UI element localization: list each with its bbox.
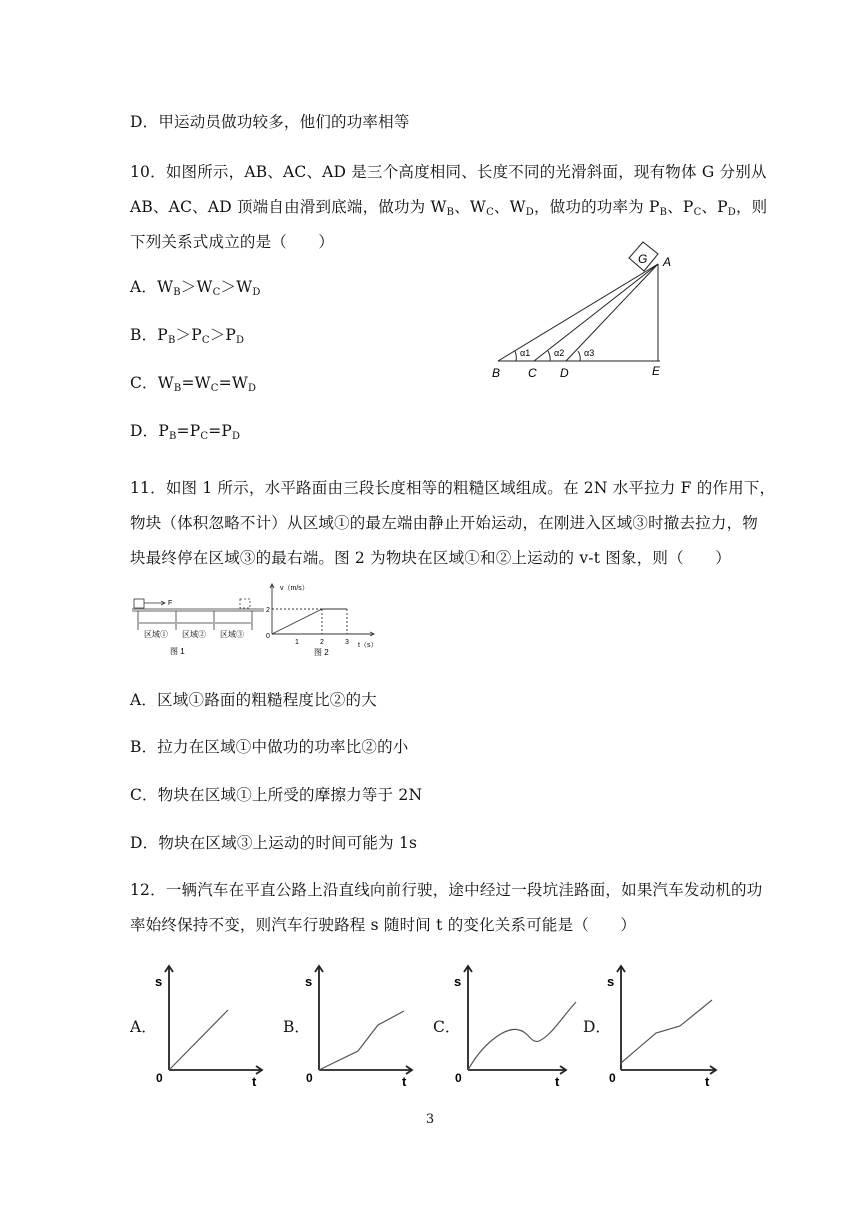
- label-force-f: F: [168, 600, 173, 607]
- q11-figure2-vt-graph: [262, 578, 382, 658]
- q12-graph-b-curve: [319, 1011, 404, 1070]
- label-alpha3: α3: [584, 348, 595, 358]
- fig2-tick-x1: 1: [295, 639, 299, 646]
- q9-option-d: D．甲运动员做功较多，他们的功率相等: [130, 113, 410, 131]
- q12-graph-b-label: B．: [283, 1018, 310, 1036]
- q12-graph-b-origin: 0: [306, 1071, 313, 1085]
- q12-graph-d-curve: [621, 1000, 712, 1063]
- label-region2: 区域②: [182, 630, 206, 639]
- fig1-caption: 图 1: [170, 647, 185, 656]
- q12-graph-c-curve: [468, 1002, 576, 1070]
- q12-graph-b-t: t: [402, 1074, 407, 1088]
- label-region3: 区域③: [220, 630, 244, 639]
- q10-stem-line2: AB、AC、AD 顶端自由滑到底端，做功为 WB、WC、WD，做功的功率为 PB、PC、PD，则: [130, 198, 768, 218]
- q12-stem-line2: 率始终保持不变，则汽车行驶路程 s 随时间 t 的变化关系可能是（ ）: [130, 916, 637, 934]
- q11-stem-line1: 11．如图 1 所示，水平路面由三段长度相等的粗糙区域组成。在 2N 水平拉力 F 的作用下，: [130, 479, 776, 497]
- label-b: B: [492, 366, 501, 380]
- q10-option-d: D．PB=PC=PD: [130, 422, 241, 442]
- q12-graph-d: [604, 958, 724, 1088]
- q12-graph-c-label: C．: [433, 1018, 461, 1036]
- label-region1: 区域①: [144, 630, 168, 639]
- q11-stem-line3: 块最终停在区域③的最右端。图 2 为物块在区域①和②上运动的 v-t 图象，则（ ）: [130, 549, 731, 567]
- q10-stem-line1: 10．如图所示，AB、AC、AD 是三个高度相同、长度不同的光滑斜面，现有物体 G 分别从: [130, 163, 767, 181]
- q11-option-d: D．物块在区域③上运动的时间可能为 1s: [130, 834, 418, 852]
- q12-graph-a: [152, 958, 272, 1088]
- label-alpha2: α2: [554, 348, 565, 358]
- q11-stem-line2: 物块（体积忽略不计）从区域①的最左端由静止开始运动，在刚进入区域③时撤去拉力，物: [130, 514, 759, 532]
- vt-accelerate-line: [272, 609, 322, 634]
- q12-graph-d-origin: 0: [609, 1071, 616, 1085]
- q12-graph-a-curve: [169, 1010, 228, 1070]
- fig2-tick-x3: 3: [345, 639, 349, 646]
- q12-graph-a-t: t: [252, 1074, 257, 1088]
- fig2-xlabel: t（s）: [358, 642, 378, 649]
- q12-graph-b: [302, 958, 422, 1088]
- label-a: A: [663, 255, 672, 269]
- fig2-ylabel: v（m/s）: [280, 585, 309, 592]
- q12-graph-c-origin: 0: [455, 1071, 462, 1085]
- q12-graph-c-s: s: [454, 974, 462, 989]
- q11-option-a: A．区域①路面的粗糙程度比②的大: [130, 691, 377, 709]
- q12-graph-b-s: s: [305, 974, 313, 989]
- q12-graph-d-s: s: [607, 974, 615, 989]
- fig2-caption: 图 2: [314, 648, 329, 657]
- label-c: C: [528, 366, 537, 380]
- fig2-tick-y2: 2: [266, 607, 270, 614]
- q12-graph-a-origin: 0: [156, 1071, 163, 1085]
- q12-graph-c: [451, 958, 581, 1088]
- fig2-tick-x2: 2: [320, 639, 324, 646]
- q10-stem-line3: 下列关系式成立的是（ ）: [130, 233, 335, 251]
- label-alpha1: α1: [520, 348, 531, 358]
- q12-graph-d-t: t: [705, 1074, 710, 1088]
- q10-option-b: B．PB＞PC＞PD: [130, 326, 245, 346]
- q10-option-a: A．WB＞WC＞WD: [130, 278, 261, 298]
- q11-option-b: B．拉力在区域①中做功的功率比②的小: [130, 738, 409, 756]
- q12-graph-c-t: t: [555, 1074, 560, 1088]
- q10-incline-figure: [480, 240, 680, 380]
- q11-figure1-road: [128, 590, 268, 660]
- fig2-origin: 0: [266, 633, 270, 640]
- q12-stem-line1: 12．一辆汽车在平直公路上沿直线向前行驶，途中经过一段坑洼路面，如果汽车发动机的功: [130, 881, 763, 899]
- label-g: G: [638, 252, 648, 266]
- q12-graph-d-label: D．: [583, 1018, 611, 1036]
- q10-option-c: C．WB=WC=WD: [130, 374, 257, 394]
- label-e: E: [652, 364, 661, 378]
- q12-graph-a-label: A．: [130, 1018, 157, 1036]
- q12-graph-a-s: s: [155, 974, 163, 989]
- page-number: 3: [425, 1112, 435, 1127]
- q11-option-c: C．物块在区域①上所受的摩擦力等于 2N: [130, 786, 423, 804]
- label-d: D: [560, 366, 569, 380]
